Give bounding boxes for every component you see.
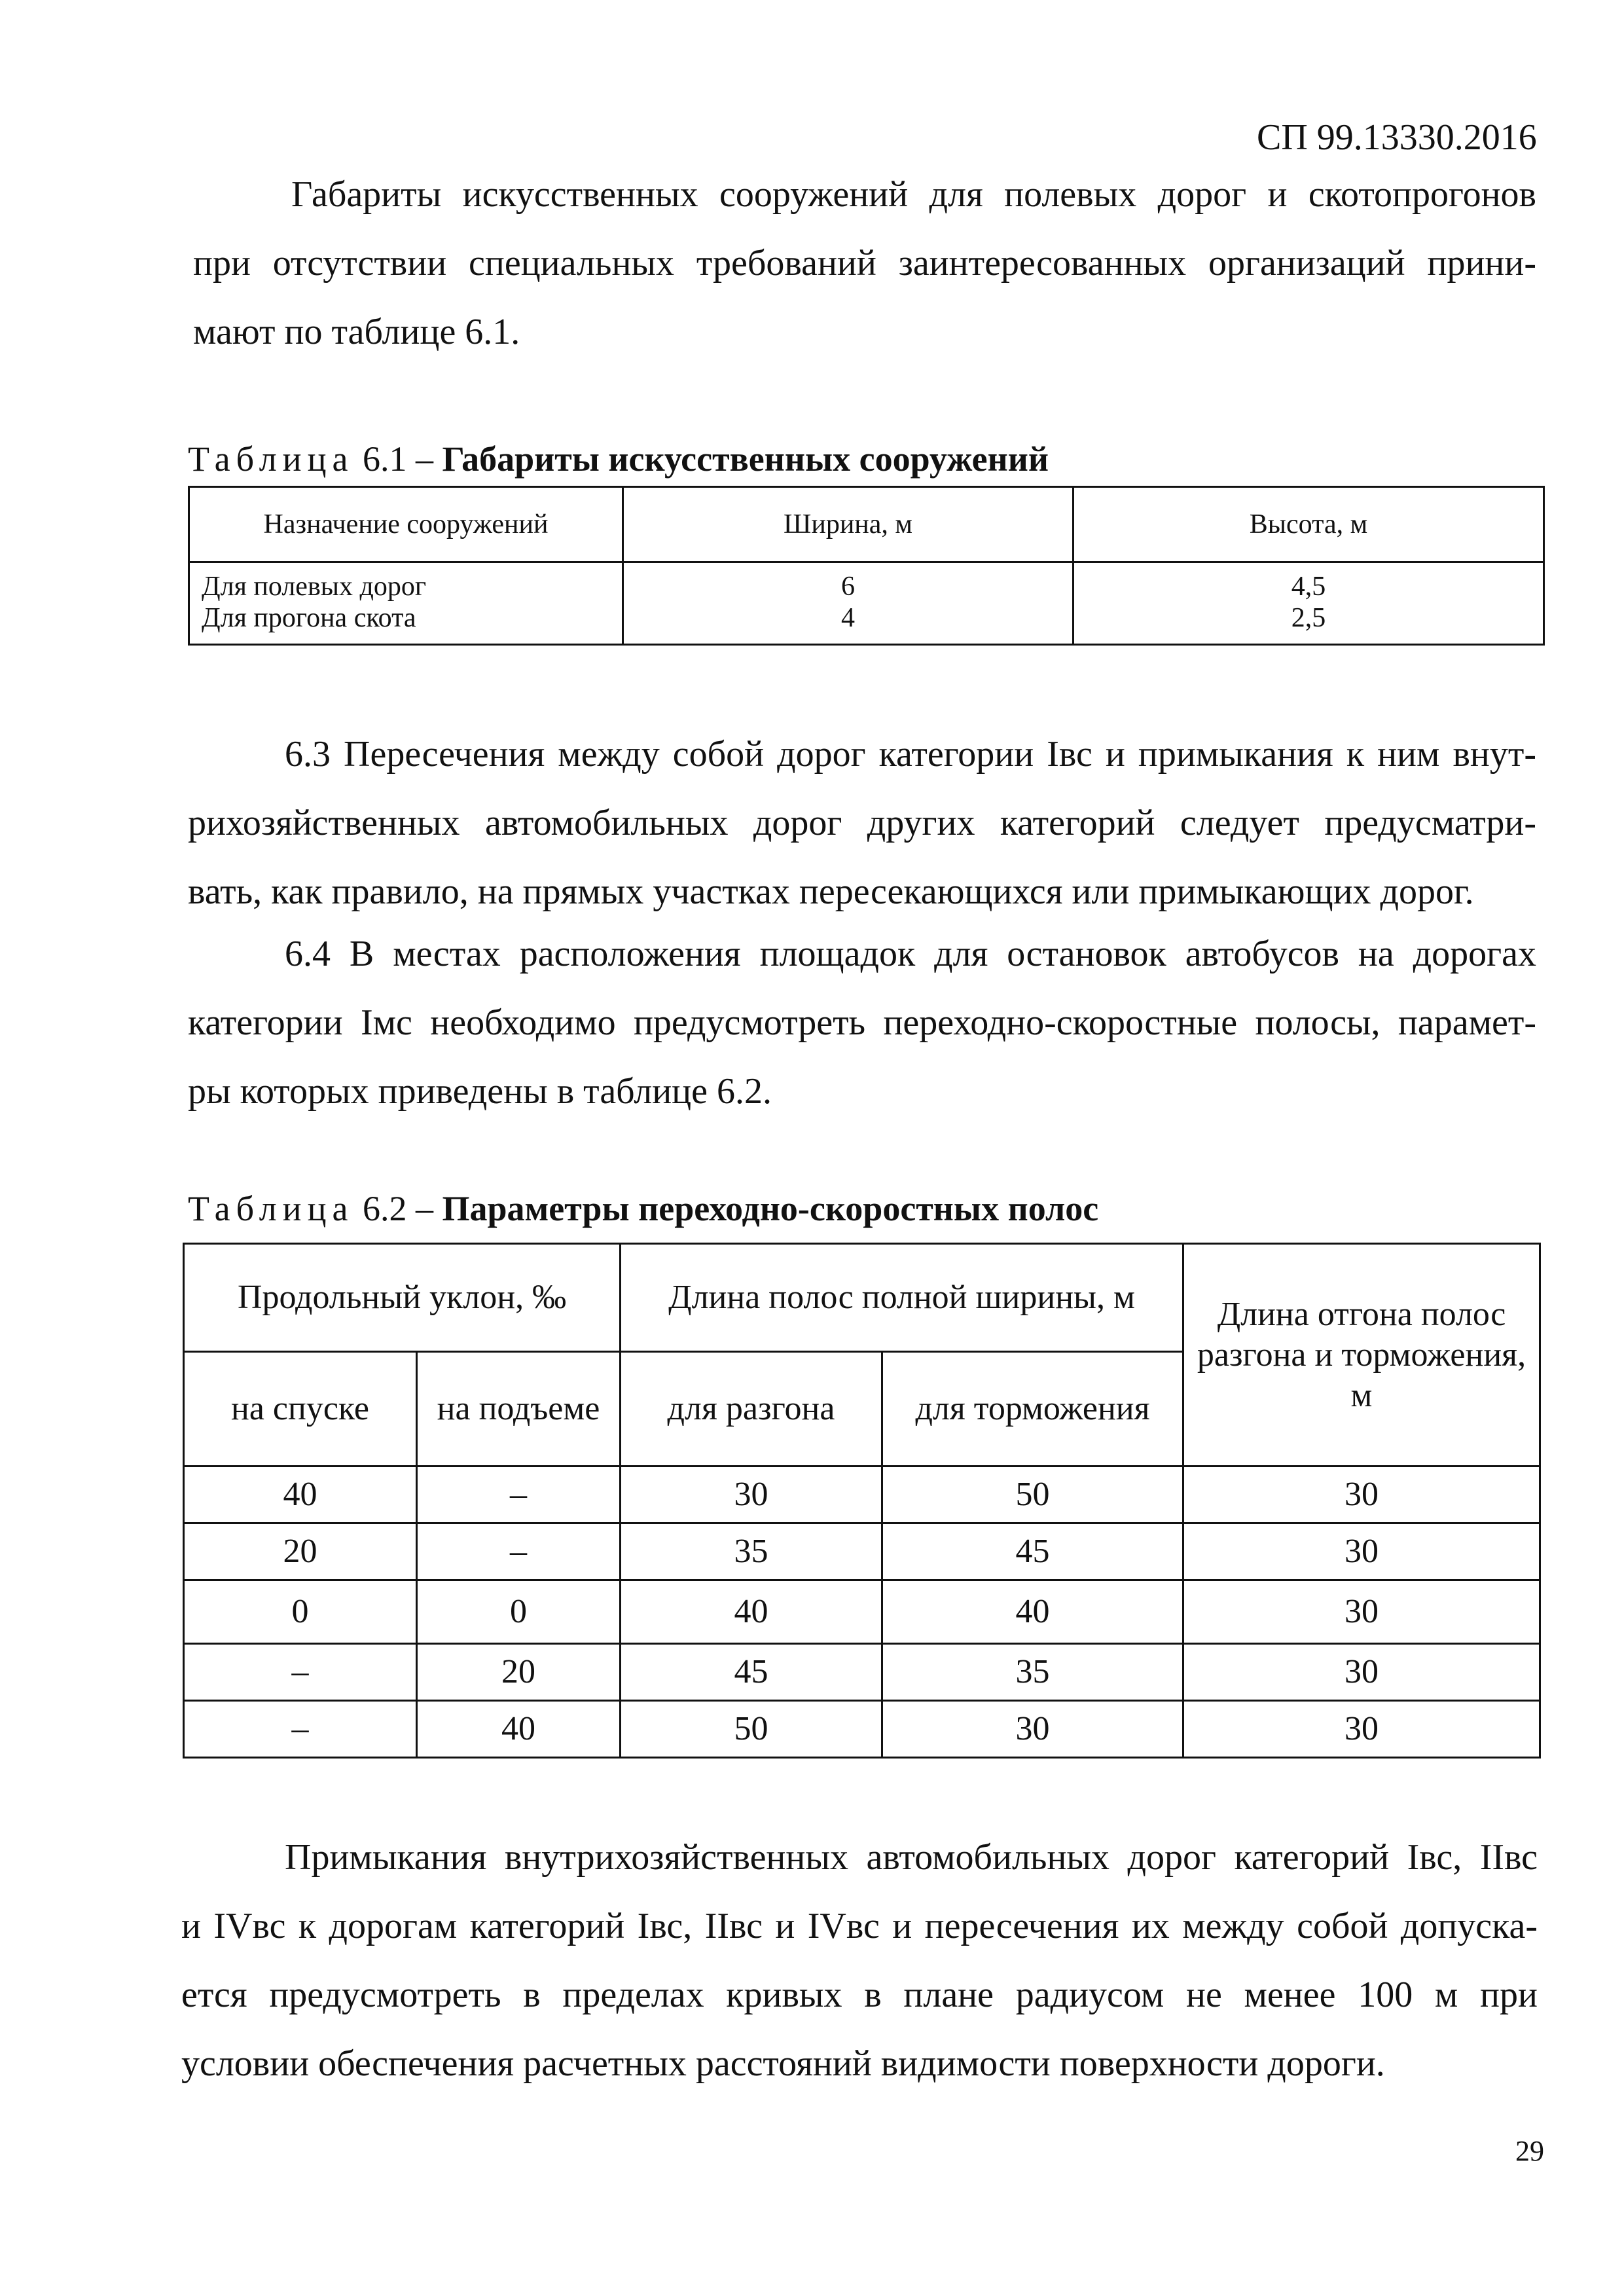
table-cell: 30 bbox=[1183, 1701, 1540, 1758]
table-row bbox=[184, 1580, 1540, 1644]
table-cell: 45 bbox=[621, 1644, 882, 1701]
table-cell: – bbox=[417, 1523, 621, 1580]
table-cell: 30 bbox=[621, 1467, 882, 1523]
table-cell: 30 bbox=[1183, 1580, 1540, 1644]
table-cell: 50 bbox=[882, 1467, 1183, 1523]
paragraph-6-4 bbox=[188, 920, 1536, 1126]
header-cell-taper: Длина отгона полос разгона и торможения, м bbox=[1183, 1244, 1540, 1467]
table-header-row bbox=[189, 487, 1544, 562]
subheader-cell: на подъеме bbox=[417, 1352, 621, 1467]
table-cell: 20 bbox=[417, 1644, 621, 1701]
closing-paragraph bbox=[181, 1823, 1538, 2098]
table-cell: 40 bbox=[184, 1467, 417, 1523]
subheader-cell: на спуске bbox=[184, 1352, 417, 1467]
paragraph-line: вать, как правило, на прямых участках пересекающихся или примыкающих дорог. bbox=[188, 871, 1474, 912]
paragraph-line: ется предусмотреть в пределах кривых в плане радиусом не менее 100 м при bbox=[181, 1975, 1538, 2015]
table-row bbox=[184, 1467, 1540, 1523]
table-cell: 2,5 bbox=[1074, 602, 1544, 645]
header-cell: Назначение сооружений bbox=[189, 487, 623, 562]
table-cell: – bbox=[184, 1701, 417, 1758]
table-header-row bbox=[184, 1244, 1540, 1352]
table-cell: 40 bbox=[882, 1580, 1183, 1644]
paragraph-line: ры которых приведены в таблице 6.2. bbox=[188, 1071, 772, 1112]
table-row bbox=[189, 562, 1544, 603]
table-row bbox=[184, 1701, 1540, 1758]
table-cell: 0 bbox=[417, 1580, 621, 1644]
table-cell: – bbox=[417, 1467, 621, 1523]
header-cell-full-width: Длина полос полной ширины, м bbox=[621, 1244, 1183, 1352]
table-row bbox=[189, 602, 1544, 645]
table-row bbox=[184, 1523, 1540, 1580]
table-cell: 40 bbox=[417, 1701, 621, 1758]
paragraph-line: 6.3 Пересечения между собой дорог категории Iвс и примыкания к ним внут- bbox=[285, 734, 1536, 774]
table-cell: 30 bbox=[1183, 1644, 1540, 1701]
header-cell-slope: Продольный уклон, ‰ bbox=[184, 1244, 621, 1352]
table-cell: 4 bbox=[623, 602, 1074, 645]
table-cell: 6 bbox=[623, 562, 1074, 603]
paragraph-line: условии обеспечения расчетных расстояний видимости поверхности дороги. bbox=[181, 2043, 1385, 2084]
caption-title: Габариты искусственных сооружений bbox=[442, 439, 1049, 479]
table-6-1 bbox=[188, 486, 1545, 646]
table-6-1-caption bbox=[188, 439, 1049, 479]
header-cell: Ширина, м bbox=[623, 487, 1074, 562]
paragraph-line: и IVвс к дорогам категорий Iвс, IIвс и IVвс и пересечения их между собой допуска- bbox=[181, 1906, 1538, 1946]
paragraph-line: категории Iмс необходимо предусмотреть переходно-скоростные полосы, парамет- bbox=[188, 1002, 1536, 1043]
table-cell: 45 bbox=[882, 1523, 1183, 1580]
caption-number: 6.2 – bbox=[362, 1189, 433, 1228]
paragraph-line: 6.4 В местах расположения площадок для остановок автобусов на дорогах bbox=[285, 934, 1536, 974]
table-cell: 35 bbox=[882, 1644, 1183, 1701]
table-cell: Для полевых дорог bbox=[189, 562, 623, 603]
table-cell: 0 bbox=[184, 1580, 417, 1644]
document-code: СП 99.13330.2016 bbox=[1257, 117, 1537, 158]
page-number: 29 bbox=[1515, 2135, 1544, 2167]
paragraph-line: при отсутствии специальных требований заинтересованных организаций прини- bbox=[193, 243, 1536, 283]
table-6-2 bbox=[183, 1243, 1541, 1758]
caption-prefix: Таблица bbox=[188, 439, 354, 479]
caption-title: Параметры переходно-скоростных полос bbox=[442, 1189, 1099, 1228]
subheader-cell: для торможения bbox=[882, 1352, 1183, 1467]
table-cell: Для прогона скота bbox=[189, 602, 623, 645]
header-cell: Высота, м bbox=[1074, 487, 1544, 562]
paragraph-line: Габариты искусственных сооружений для полевых дорог и скотопрогонов bbox=[291, 174, 1536, 215]
caption-number: 6.1 – bbox=[362, 439, 433, 479]
table-cell: 30 bbox=[1183, 1467, 1540, 1523]
subheader-cell: для разгона bbox=[621, 1352, 882, 1467]
table-row bbox=[184, 1644, 1540, 1701]
table-cell: 20 bbox=[184, 1523, 417, 1580]
paragraph-line: Примыкания внутрихозяйственных автомобильных дорог категорий Iвс, IIвс bbox=[285, 1837, 1538, 1878]
paragraph-line: мают по таблице 6.1. bbox=[193, 312, 520, 352]
caption-prefix: Таблица bbox=[188, 1189, 354, 1228]
table-cell: 50 bbox=[621, 1701, 882, 1758]
table-cell: 40 bbox=[621, 1580, 882, 1644]
paragraph-line: рихозяйственных автомобильных дорог других категорий следует предусматри- bbox=[188, 803, 1536, 843]
table-cell: 30 bbox=[1183, 1523, 1540, 1580]
table-6-2-caption bbox=[188, 1188, 1098, 1229]
table-cell: 35 bbox=[621, 1523, 882, 1580]
table-cell: – bbox=[184, 1644, 417, 1701]
paragraph-6-3 bbox=[188, 720, 1536, 926]
table-cell: 4,5 bbox=[1074, 562, 1544, 603]
table-cell: 30 bbox=[882, 1701, 1183, 1758]
intro-paragraph bbox=[193, 160, 1536, 367]
